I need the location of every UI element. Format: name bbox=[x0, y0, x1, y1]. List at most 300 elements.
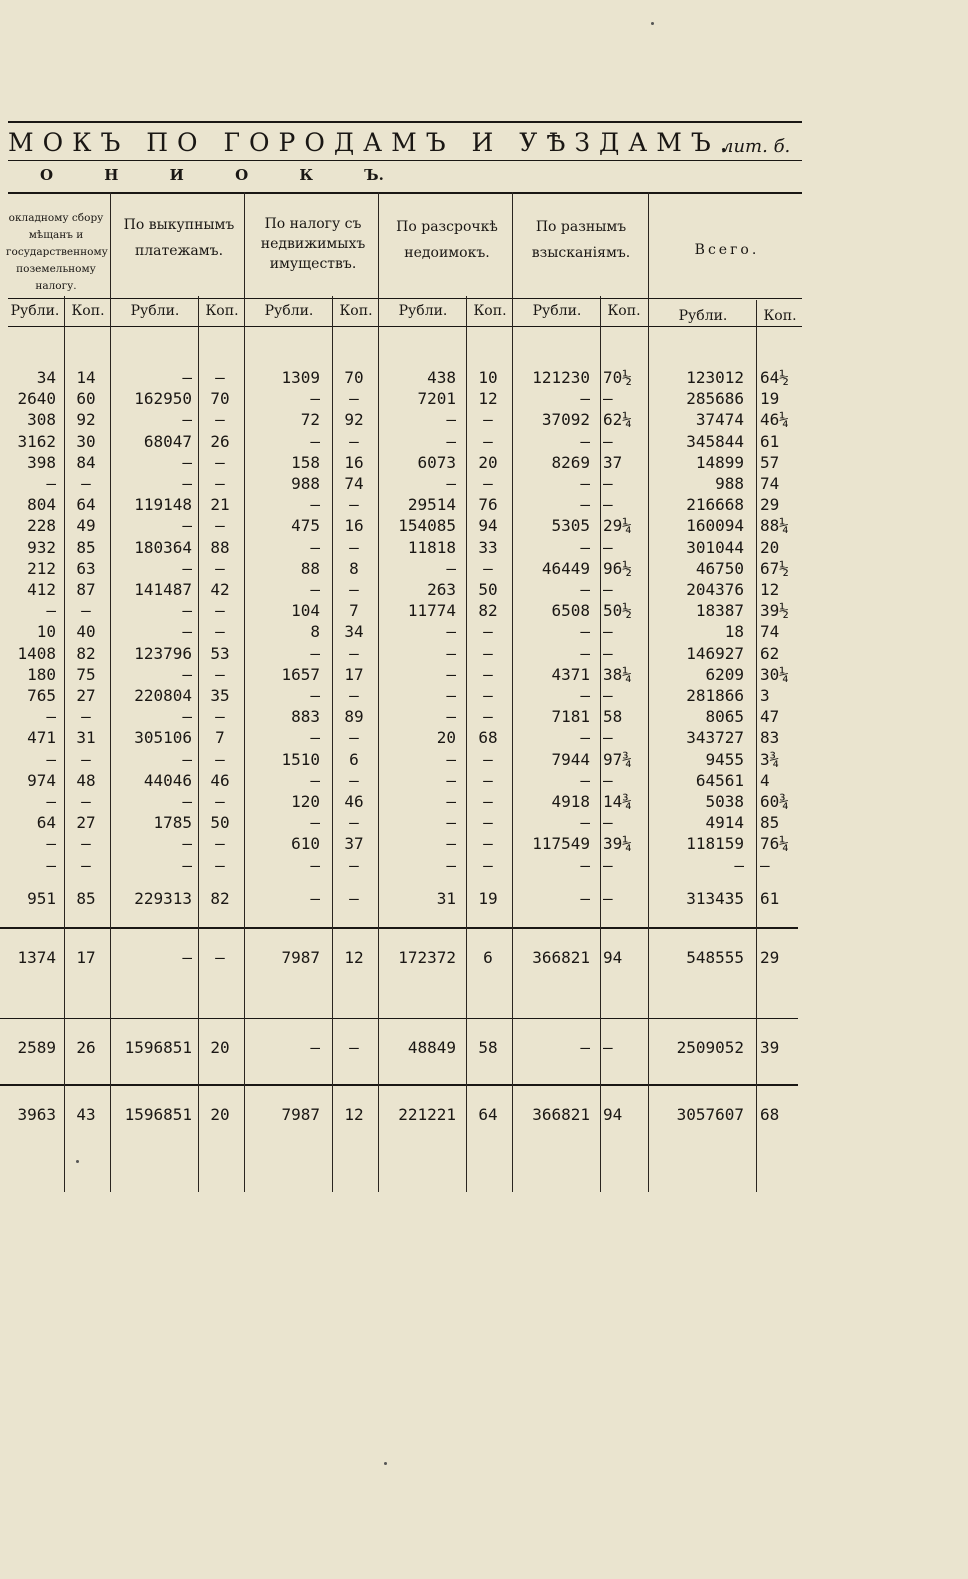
row-cell: 39¼ bbox=[603, 834, 632, 853]
row-cell: 212 bbox=[27, 559, 56, 578]
total-cell: 172372 bbox=[398, 948, 456, 967]
row-cell: 50 bbox=[478, 580, 498, 599]
row-cell: — bbox=[81, 707, 91, 726]
row-cell: 204376 bbox=[686, 580, 744, 599]
row-cell: — bbox=[310, 813, 320, 832]
total-cell: 29 bbox=[760, 948, 780, 967]
unit-kop-2: Коп. bbox=[205, 303, 239, 319]
total-cell: 7987 bbox=[281, 948, 320, 967]
row-cell: 33 bbox=[478, 538, 498, 557]
row-cell: 8 bbox=[349, 559, 359, 578]
row-cell: 34 bbox=[344, 622, 364, 641]
row-cell: 30¼ bbox=[760, 665, 789, 684]
row-cell: 932 bbox=[27, 538, 56, 557]
row-cell: 61 bbox=[760, 432, 780, 451]
row-cell: 804 bbox=[27, 495, 56, 514]
row-cell: — bbox=[446, 771, 456, 790]
row-cell: 62 bbox=[760, 644, 780, 663]
total-cell: 39 bbox=[760, 1038, 780, 1057]
row-cell: 438 bbox=[427, 368, 456, 387]
title-rule bbox=[8, 160, 802, 161]
row-cell: — bbox=[483, 771, 493, 790]
row-cell: 60 bbox=[76, 389, 96, 408]
row-cell: — bbox=[349, 728, 359, 747]
total-cell: — bbox=[603, 1038, 613, 1057]
row-cell: 313435 bbox=[686, 889, 744, 908]
row-cell: 180364 bbox=[134, 538, 192, 557]
speck bbox=[651, 22, 654, 25]
total-cell: 58 bbox=[478, 1038, 498, 1057]
row-cell: 8065 bbox=[705, 707, 744, 726]
page-title: МОКЪ ПО ГОРОДАМЪ И УѢЗДАМЪ. bbox=[8, 128, 737, 157]
row-cell: 20 bbox=[436, 728, 456, 747]
row-cell: — bbox=[483, 474, 493, 493]
row-cell: — bbox=[310, 728, 320, 747]
row-cell: 92 bbox=[76, 410, 96, 429]
row-cell: 6 bbox=[349, 750, 359, 769]
row-cell: 5038 bbox=[705, 792, 744, 811]
row-cell: — bbox=[580, 580, 590, 599]
row-cell: — bbox=[182, 453, 192, 472]
row-cell: — bbox=[46, 601, 56, 620]
row-cell: 96½ bbox=[603, 559, 632, 578]
row-cell: 85 bbox=[76, 538, 96, 557]
row-cell: — bbox=[81, 750, 91, 769]
row-cell: — bbox=[310, 856, 320, 875]
row-cell: — bbox=[182, 601, 192, 620]
total-cell: 6 bbox=[483, 948, 493, 967]
row-cell: 7181 bbox=[551, 707, 590, 726]
row-cell: — bbox=[310, 538, 320, 557]
row-cell: — bbox=[46, 834, 56, 853]
row-cell: — bbox=[446, 707, 456, 726]
total-cell: — bbox=[349, 1038, 359, 1057]
total-cell: 68 bbox=[760, 1105, 780, 1124]
page-subtitle: О Н И О К Ъ. bbox=[40, 166, 384, 184]
row-cell: 62¼ bbox=[603, 410, 632, 429]
row-cell: — bbox=[446, 792, 456, 811]
total-cell: 548555 bbox=[686, 948, 744, 967]
row-cell: 117549 bbox=[532, 834, 590, 853]
row-cell: — bbox=[46, 792, 56, 811]
row-cell: — bbox=[310, 432, 320, 451]
total-cell: 94 bbox=[603, 1105, 623, 1124]
row-cell: 229313 bbox=[134, 889, 192, 908]
row-cell: — bbox=[603, 889, 613, 908]
row-cell: — bbox=[349, 856, 359, 875]
row-cell: 1785 bbox=[153, 813, 192, 832]
row-cell: 37 bbox=[344, 834, 364, 853]
row-cell: 19 bbox=[760, 389, 780, 408]
total-cell: 64 bbox=[478, 1105, 498, 1124]
row-cell: — bbox=[46, 750, 56, 769]
row-cell: 343727 bbox=[686, 728, 744, 747]
row-cell: — bbox=[603, 856, 613, 875]
row-cell: 974 bbox=[27, 771, 56, 790]
total-cell: 221221 bbox=[398, 1105, 456, 1124]
row-cell: 85 bbox=[76, 889, 96, 908]
row-cell: — bbox=[349, 771, 359, 790]
row-cell: — bbox=[215, 410, 225, 429]
row-cell: — bbox=[349, 686, 359, 705]
row-cell: — bbox=[310, 644, 320, 663]
row-cell: 988 bbox=[291, 474, 320, 493]
row-cell: 34 bbox=[36, 368, 56, 387]
row-cell: — bbox=[483, 813, 493, 832]
row-cell: 76¼ bbox=[760, 834, 789, 853]
row-cell: 7944 bbox=[551, 750, 590, 769]
unit-kop-total: Коп. bbox=[763, 308, 797, 324]
row-cell: 37474 bbox=[695, 410, 744, 429]
row-cell: 220804 bbox=[134, 686, 192, 705]
row-cell: — bbox=[46, 474, 56, 493]
vline-1 bbox=[64, 296, 65, 1192]
row-cell: 4914 bbox=[705, 813, 744, 832]
row-cell: 89 bbox=[344, 707, 364, 726]
row-cell: 64 bbox=[36, 813, 56, 832]
row-cell: — bbox=[349, 813, 359, 832]
row-cell: — bbox=[310, 389, 320, 408]
row-cell: 765 bbox=[27, 686, 56, 705]
row-cell: 951 bbox=[27, 889, 56, 908]
row-cell: 44046 bbox=[143, 771, 192, 790]
row-cell: — bbox=[603, 813, 613, 832]
row-cell: — bbox=[81, 834, 91, 853]
row-cell: — bbox=[215, 453, 225, 472]
row-cell: — bbox=[580, 644, 590, 663]
row-cell: 14 bbox=[76, 368, 96, 387]
row-cell: 19 bbox=[478, 889, 498, 908]
row-cell: — bbox=[349, 495, 359, 514]
row-cell: 68047 bbox=[143, 432, 192, 451]
row-cell: — bbox=[603, 771, 613, 790]
row-cell: — bbox=[81, 856, 91, 875]
row-cell: 46750 bbox=[695, 559, 744, 578]
row-cell: 20 bbox=[760, 538, 780, 557]
row-cell: — bbox=[182, 834, 192, 853]
row-cell: — bbox=[580, 889, 590, 908]
total-cell: 20 bbox=[210, 1038, 230, 1057]
row-cell: — bbox=[760, 856, 770, 875]
row-cell: — bbox=[483, 432, 493, 451]
row-cell: — bbox=[483, 559, 493, 578]
row-cell: 60¾ bbox=[760, 792, 789, 811]
row-cell: — bbox=[215, 707, 225, 726]
row-cell: 2640 bbox=[17, 389, 56, 408]
row-cell: 412 bbox=[27, 580, 56, 599]
row-cell: — bbox=[446, 474, 456, 493]
row-cell: 35 bbox=[210, 686, 230, 705]
vline-4 bbox=[244, 192, 245, 1192]
header-top-rule bbox=[8, 192, 802, 194]
row-cell: 37 bbox=[603, 453, 623, 472]
row-cell: 3162 bbox=[17, 432, 56, 451]
vline-11 bbox=[756, 300, 757, 1192]
row-cell: 471 bbox=[27, 728, 56, 747]
row-cell: — bbox=[734, 856, 744, 875]
row-cell: 3 bbox=[760, 686, 770, 705]
col-header-1: окладному сбору мѣщанъ и государственному поземельному налогу. bbox=[6, 212, 108, 292]
row-cell: 57 bbox=[760, 453, 780, 472]
row-cell: — bbox=[215, 856, 225, 875]
unit-rub-2: Рубли. bbox=[130, 303, 180, 319]
row-cell: 75 bbox=[76, 665, 96, 684]
row-cell: 8269 bbox=[551, 453, 590, 472]
row-cell: — bbox=[182, 559, 192, 578]
row-cell: 123012 bbox=[686, 368, 744, 387]
row-cell: 7 bbox=[349, 601, 359, 620]
row-cell: 118159 bbox=[686, 834, 744, 853]
section-rule-2 bbox=[0, 1018, 798, 1019]
row-cell: — bbox=[182, 707, 192, 726]
row-cell: — bbox=[580, 856, 590, 875]
row-cell: 146927 bbox=[686, 644, 744, 663]
col-header-5: По разнымъ взысканіямъ. bbox=[531, 219, 631, 261]
row-cell: 475 bbox=[291, 516, 320, 535]
row-cell: — bbox=[483, 644, 493, 663]
row-cell: — bbox=[310, 495, 320, 514]
row-cell: — bbox=[349, 389, 359, 408]
row-cell: 14899 bbox=[695, 453, 744, 472]
row-cell: 27 bbox=[76, 686, 96, 705]
row-cell: 883 bbox=[291, 707, 320, 726]
row-cell: 47 bbox=[760, 707, 780, 726]
row-cell: — bbox=[446, 686, 456, 705]
row-cell: 17 bbox=[344, 665, 364, 684]
row-cell: — bbox=[81, 601, 91, 620]
row-cell: 7 bbox=[215, 728, 225, 747]
row-cell: — bbox=[215, 559, 225, 578]
col-header-4: По разсрочкѣ недоимокъ. bbox=[396, 219, 498, 261]
row-cell: 53 bbox=[210, 644, 230, 663]
row-cell: — bbox=[81, 792, 91, 811]
row-cell: — bbox=[310, 580, 320, 599]
row-cell: 121230 bbox=[532, 368, 590, 387]
row-cell: — bbox=[182, 750, 192, 769]
row-cell: 76 bbox=[478, 495, 498, 514]
row-cell: 6508 bbox=[551, 601, 590, 620]
row-cell: 72 bbox=[300, 410, 320, 429]
row-cell: — bbox=[580, 622, 590, 641]
row-cell: — bbox=[580, 728, 590, 747]
row-cell: 92 bbox=[344, 410, 364, 429]
total-cell: 17 bbox=[76, 948, 96, 967]
row-cell: — bbox=[483, 410, 493, 429]
row-cell: 88 bbox=[300, 559, 320, 578]
row-cell: — bbox=[446, 813, 456, 832]
row-cell: 49 bbox=[76, 516, 96, 535]
row-cell: — bbox=[580, 495, 590, 514]
row-cell: 87 bbox=[76, 580, 96, 599]
row-cell: 46¼ bbox=[760, 410, 789, 429]
row-cell: — bbox=[215, 368, 225, 387]
row-cell: 158 bbox=[291, 453, 320, 472]
row-cell: — bbox=[603, 644, 613, 663]
row-cell: 398 bbox=[27, 453, 56, 472]
row-cell: — bbox=[310, 771, 320, 790]
row-cell: 61 bbox=[760, 889, 780, 908]
row-cell: 16 bbox=[344, 453, 364, 472]
row-cell: — bbox=[46, 856, 56, 875]
col-header-3: По налогу съ недвижимыхъ имуществъ. bbox=[260, 216, 366, 272]
row-cell: — bbox=[446, 750, 456, 769]
row-cell: 97¾ bbox=[603, 750, 632, 769]
row-cell: 4371 bbox=[551, 665, 590, 684]
row-cell: 37092 bbox=[541, 410, 590, 429]
row-cell: 5305 bbox=[551, 516, 590, 535]
row-cell: 263 bbox=[427, 580, 456, 599]
row-cell: 74 bbox=[344, 474, 364, 493]
row-cell: 46 bbox=[344, 792, 364, 811]
row-cell: — bbox=[182, 665, 192, 684]
row-cell: — bbox=[580, 771, 590, 790]
total-cell: 48849 bbox=[407, 1038, 456, 1057]
total-cell: 3057607 bbox=[676, 1105, 744, 1124]
total-cell: — bbox=[182, 948, 192, 967]
row-cell: 63 bbox=[76, 559, 96, 578]
unit-rub-1: Рубли. bbox=[10, 303, 60, 319]
row-cell: — bbox=[446, 559, 456, 578]
row-cell: 4 bbox=[760, 771, 770, 790]
row-cell: — bbox=[349, 889, 359, 908]
total-cell: 26 bbox=[76, 1038, 96, 1057]
row-cell: 70 bbox=[344, 368, 364, 387]
row-cell: 18 bbox=[724, 622, 744, 641]
total-cell: — bbox=[580, 1038, 590, 1057]
vline-9 bbox=[600, 296, 601, 1192]
row-cell: 20 bbox=[478, 453, 498, 472]
row-cell: 120 bbox=[291, 792, 320, 811]
total-cell: 3963 bbox=[17, 1105, 56, 1124]
units-bottom-rule bbox=[8, 326, 802, 327]
row-cell: 38¼ bbox=[603, 665, 632, 684]
row-cell: 31 bbox=[436, 889, 456, 908]
total-cell: 2589 bbox=[17, 1038, 56, 1057]
row-cell: 27 bbox=[76, 813, 96, 832]
unit-rub-3: Рубли. bbox=[264, 303, 314, 319]
total-cell: 1596851 bbox=[124, 1105, 192, 1124]
units-top-rule bbox=[8, 298, 802, 299]
row-cell: 29 bbox=[760, 495, 780, 514]
row-cell: — bbox=[483, 834, 493, 853]
row-cell: — bbox=[215, 665, 225, 684]
row-cell: 1657 bbox=[281, 665, 320, 684]
row-cell: 1309 bbox=[281, 368, 320, 387]
row-cell: — bbox=[215, 516, 225, 535]
row-cell: — bbox=[182, 516, 192, 535]
row-cell: 180 bbox=[27, 665, 56, 684]
row-cell: 154085 bbox=[398, 516, 456, 535]
row-cell: — bbox=[182, 856, 192, 875]
row-cell: — bbox=[446, 834, 456, 853]
row-cell: — bbox=[310, 889, 320, 908]
row-cell: — bbox=[446, 665, 456, 684]
row-cell: 46449 bbox=[541, 559, 590, 578]
row-cell: 308 bbox=[27, 410, 56, 429]
row-cell: 1408 bbox=[17, 644, 56, 663]
row-cell: 12 bbox=[760, 580, 780, 599]
vline-5 bbox=[332, 296, 333, 1192]
row-cell: 30 bbox=[76, 432, 96, 451]
row-cell: — bbox=[603, 580, 613, 599]
row-cell: 123796 bbox=[134, 644, 192, 663]
total-cell: 7987 bbox=[281, 1105, 320, 1124]
row-cell: — bbox=[215, 792, 225, 811]
row-cell: 1510 bbox=[281, 750, 320, 769]
page-lit-label: лит. б. bbox=[722, 136, 791, 157]
row-cell: — bbox=[580, 432, 590, 451]
row-cell: — bbox=[483, 792, 493, 811]
row-cell: 8 bbox=[310, 622, 320, 641]
row-cell: 85 bbox=[760, 813, 780, 832]
row-cell: — bbox=[446, 432, 456, 451]
row-cell: — bbox=[215, 622, 225, 641]
vline-8 bbox=[512, 192, 513, 1192]
total-cell: — bbox=[215, 948, 225, 967]
row-cell: 42 bbox=[210, 580, 230, 599]
row-cell: 305106 bbox=[134, 728, 192, 747]
row-cell: 345844 bbox=[686, 432, 744, 451]
row-cell: 18387 bbox=[695, 601, 744, 620]
row-cell: — bbox=[182, 622, 192, 641]
row-cell: 141487 bbox=[134, 580, 192, 599]
row-cell: 281866 bbox=[686, 686, 744, 705]
row-cell: — bbox=[483, 622, 493, 641]
row-cell: 48 bbox=[76, 771, 96, 790]
row-cell: 94 bbox=[478, 516, 498, 535]
row-cell: 3¾ bbox=[760, 750, 780, 769]
row-cell: — bbox=[603, 432, 613, 451]
row-cell: 68 bbox=[478, 728, 498, 747]
row-cell: 83 bbox=[760, 728, 780, 747]
row-cell: 64561 bbox=[695, 771, 744, 790]
vline-3 bbox=[198, 296, 199, 1192]
row-cell: — bbox=[182, 410, 192, 429]
row-cell: 88 bbox=[210, 538, 230, 557]
total-cell: 1374 bbox=[17, 948, 56, 967]
total-cell: 1596851 bbox=[124, 1038, 192, 1057]
unit-rub-5: Рубли. bbox=[532, 303, 582, 319]
row-cell: 74 bbox=[760, 474, 780, 493]
row-cell: 12 bbox=[478, 389, 498, 408]
row-cell: — bbox=[580, 538, 590, 557]
row-cell: 58 bbox=[603, 707, 623, 726]
row-cell: 67½ bbox=[760, 559, 789, 578]
row-cell: 82 bbox=[478, 601, 498, 620]
row-cell: — bbox=[349, 538, 359, 557]
vline-10 bbox=[648, 192, 649, 1192]
row-cell: 50½ bbox=[603, 601, 632, 620]
total-cell: 366821 bbox=[532, 948, 590, 967]
row-cell: — bbox=[603, 474, 613, 493]
row-cell: — bbox=[310, 686, 320, 705]
row-cell: 64½ bbox=[760, 368, 789, 387]
row-cell: — bbox=[182, 474, 192, 493]
row-cell: 162950 bbox=[134, 389, 192, 408]
row-cell: 11774 bbox=[407, 601, 456, 620]
speck bbox=[76, 1160, 79, 1163]
row-cell: 46 bbox=[210, 771, 230, 790]
row-cell: 84 bbox=[76, 453, 96, 472]
row-cell: — bbox=[580, 686, 590, 705]
row-cell: — bbox=[81, 474, 91, 493]
row-cell: — bbox=[446, 410, 456, 429]
row-cell: — bbox=[483, 707, 493, 726]
row-cell: — bbox=[580, 474, 590, 493]
col-header-total: Всего. bbox=[694, 242, 760, 258]
row-cell: 610 bbox=[291, 834, 320, 853]
row-cell: — bbox=[483, 856, 493, 875]
